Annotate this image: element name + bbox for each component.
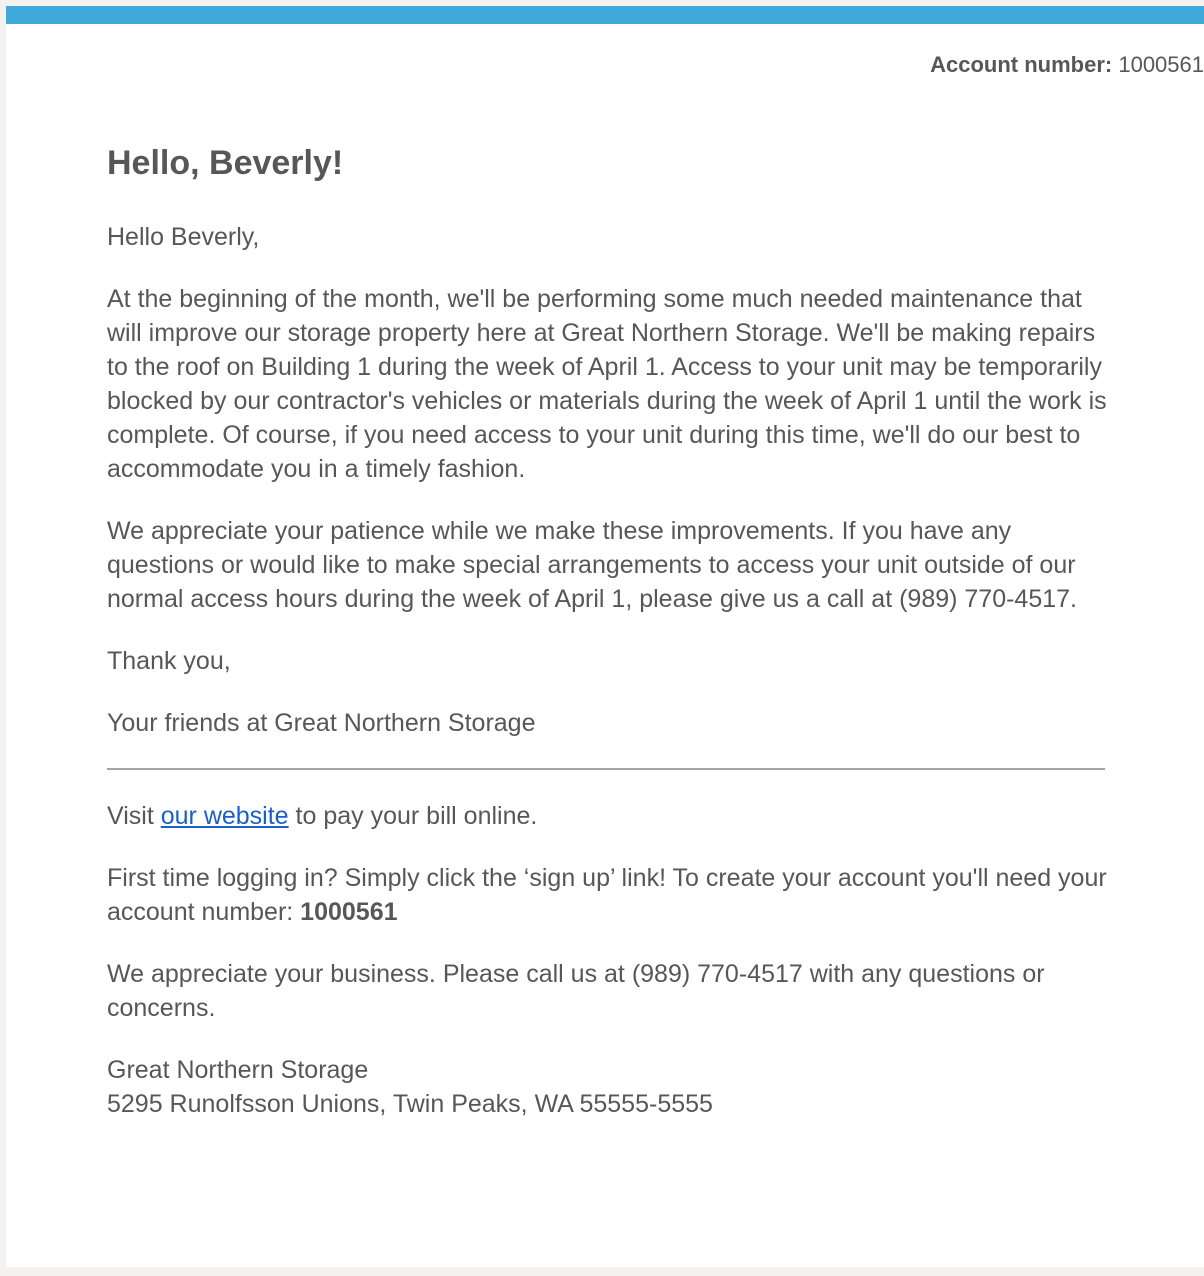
- visit-suffix: to pay your bill online.: [288, 802, 538, 830]
- footer-divider: [107, 768, 1105, 770]
- email-frame: [6, 6, 1204, 1267]
- greeting: Hello Beverly,: [107, 223, 260, 251]
- closing: Thank you,: [107, 647, 231, 675]
- company-address-block: [107, 1053, 1107, 1121]
- visit-website-line: [107, 799, 1107, 833]
- signup-instructions: [107, 861, 1107, 929]
- website-link[interactable]: our website: [160, 802, 289, 830]
- company-name: Great Northern Storage: [107, 1056, 369, 1084]
- email-body: [107, 142, 1107, 1121]
- signature: Your friends at Great Northern Storage: [107, 709, 536, 737]
- signup-account-number: 1000561: [300, 898, 398, 926]
- email-title: Hello, Beverly!: [107, 144, 344, 182]
- signup-text: First time logging in? Simply click the ‘sign up’ link! To create your account you'll need your account number:: [107, 864, 1107, 926]
- account-number-value: 1000561: [1118, 52, 1204, 77]
- account-number-header: [930, 52, 1204, 78]
- business-contact: We appreciate your business. Please call us at (989) 770-4517 with any questions or concerns.: [107, 960, 1045, 1022]
- bottom-page-strip: [0, 1267, 1204, 1276]
- top-accent-bar: [6, 6, 1204, 24]
- company-address: 5295 Runolfsson Unions, Twin Peaks, WA 55555-5555: [107, 1090, 713, 1118]
- appreciation-paragraph: We appreciate your patience while we make these improvements. If you have any questions or would like to make special arrangements to access your unit outside of our normal access hours during the week of April 1, please give us a call at (989) 770-4517.: [107, 517, 1077, 613]
- visit-prefix: Visit: [107, 802, 161, 830]
- account-number-label: Account number:: [930, 52, 1113, 77]
- maintenance-paragraph: At the beginning of the month, we'll be performing some much needed maintenance that will improve our storage property here at Great Northern Storage. We'll be making repairs to the roof on Building 1 during the week of April 1. Access to your unit may be temporarily blocked by our contractor's vehicles or materials during the week of April 1 until the work is complete. Of course, if you need access to your unit during this time, we'll do our best to accommodate you in a timely fashion.: [107, 285, 1107, 483]
